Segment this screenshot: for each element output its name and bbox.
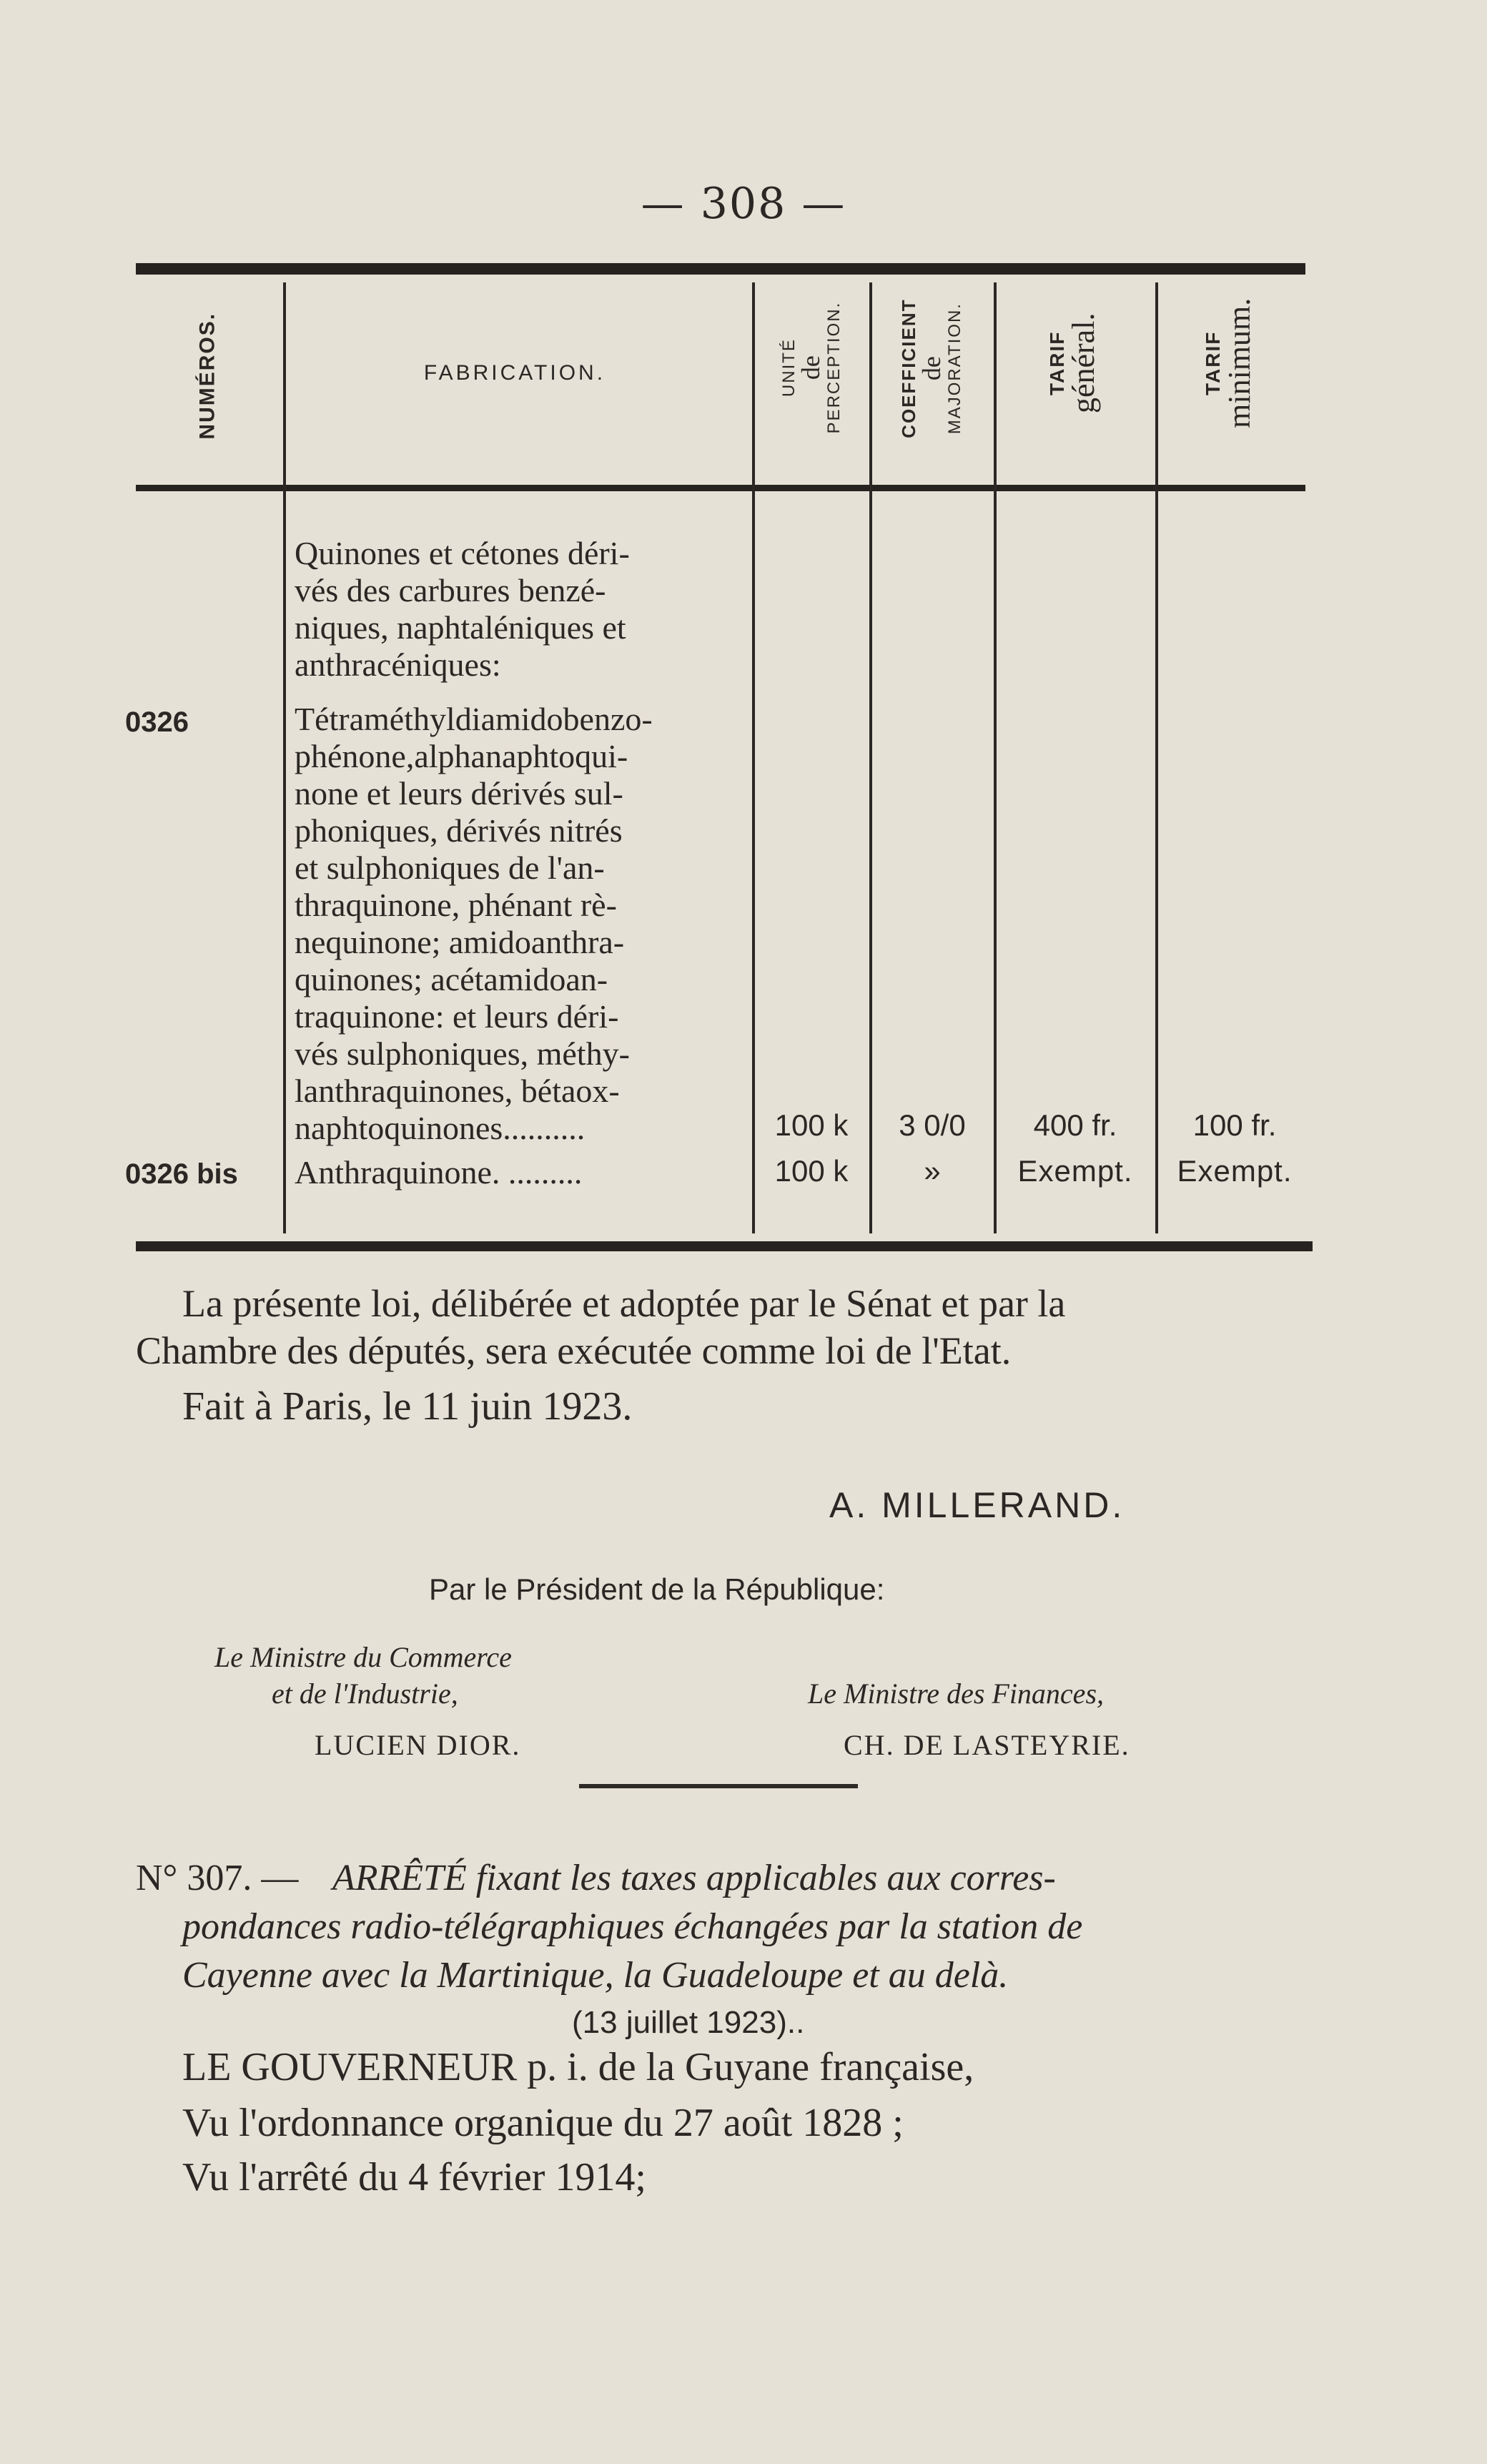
header-numeros: NUMÉROS.	[195, 312, 219, 440]
by-president: Par le Président de la République:	[429, 1572, 885, 1606]
intro-line: niques, naphtaléniques et	[295, 609, 626, 646]
col-sep-5	[1155, 282, 1158, 1233]
minister-commerce-name: LUCIEN DIOR.	[315, 1729, 521, 1761]
col-sep-4	[994, 282, 997, 1233]
row1-line: thraquinone, phénant rè-	[295, 887, 617, 923]
row1-line: nequinone; amidoanthra-	[295, 924, 625, 960]
row2-text: Anthraquinone. .........	[295, 1154, 583, 1191]
row1-tarif-minimum: 100 fr.	[1192, 1108, 1277, 1142]
decree-title-line1: ARRÊTÉ fixant les taxes applicables aux corres-	[332, 1858, 1056, 1898]
row1-line: quinones; acétamidoan-	[295, 961, 608, 997]
row1-tarif-general: 400 fr.	[1033, 1108, 1117, 1142]
header-unite: UNITÉ de PERCEPTION.	[779, 301, 844, 434]
row1-line: traquinone: et leurs déri-	[295, 998, 619, 1035]
table-top-rule	[136, 263, 1305, 275]
row2-tarif-minimum: Exempt.	[1177, 1154, 1293, 1188]
header-coefficient: COEFFICIENT de MAJORATION.	[897, 298, 964, 438]
header-tarif-minimum: TARIF minimum.	[1202, 297, 1258, 428]
header-fabrication: FABRICATION.	[423, 361, 606, 385]
row2-tarif-general: Exempt.	[1017, 1154, 1133, 1188]
decree-vu-2: Vu l'arrêté du 4 février 1914;	[182, 2155, 646, 2199]
row1-coefficient: 3 0/0	[899, 1108, 966, 1142]
row2-coefficient: »	[924, 1154, 941, 1188]
row2-numero	[125, 1158, 238, 1191]
col-sep-1	[283, 282, 286, 1233]
minister-finances-name: CH. DE LASTEYRIE.	[844, 1729, 1130, 1761]
decree-title-line2: pondances radio-télégraphiques échangées par la station de	[182, 1906, 1083, 1947]
table-bottom-rule	[136, 1241, 1313, 1251]
row2-numero-text: 0326 bis	[125, 1158, 238, 1190]
section-divider	[579, 1784, 858, 1788]
decree-gouverneur: LE GOUVERNEUR p. i. de la Guyane française,	[182, 2045, 974, 2089]
row1-numero: 0326	[125, 706, 189, 738]
row1-line: et sulphoniques de l'an-	[295, 849, 605, 886]
signature: A. MILLERAND.	[829, 1485, 1125, 1525]
row1-line: none et leurs dérivés sul-	[295, 775, 623, 812]
row1-line: vés sulphoniques, méthy-	[295, 1035, 630, 1072]
decree-vu-1: Vu l'ordonnance organique du 27 août 1828 ;	[182, 2101, 904, 2145]
col-sep-3	[869, 282, 872, 1233]
minister-commerce-line1: Le Ministre du Commerce	[214, 1641, 512, 1673]
minister-commerce-line2: et de l'Industrie,	[272, 1677, 458, 1710]
row1-line: phénone,alphanaphtoqui-	[295, 738, 628, 774]
table-header-rule	[136, 485, 1305, 491]
intro-line: anthracéniques:	[295, 646, 501, 683]
minister-finances-line: Le Ministre des Finances,	[808, 1677, 1105, 1710]
decree-title-line3: Cayenne avec la Martinique, la Guadeloupe et au delà.	[182, 1955, 1009, 1996]
row1-line: lanthraquinones, bétaox-	[295, 1073, 620, 1109]
closing-para-line1: La présente loi, délibérée et adoptée par le Sénat et par la	[182, 1282, 1066, 1325]
row1-line: Tétraméthyldiamidobenzo-	[295, 701, 653, 737]
header-tarif-general: TARIF général.	[1046, 312, 1102, 414]
closing-para-line2: Chambre des députés, sera exécutée comme loi de l'Etat.	[136, 1329, 1012, 1372]
row1-line: naphtoquinones..........	[295, 1110, 586, 1146]
col-sep-2	[752, 282, 755, 1233]
decree-number: N° 307. —	[136, 1858, 299, 1898]
row2-unite: 100 k	[774, 1154, 849, 1188]
decree-date: (13 juillet 1923)..	[572, 2005, 805, 2040]
row1-line: phoniques, dérivés nitrés	[295, 812, 623, 849]
page-number: — 308 —	[641, 179, 846, 229]
done-at: Fait à Paris, le 11 juin 1923.	[182, 1384, 633, 1429]
row1-unite: 100 k	[774, 1108, 849, 1142]
intro-line: vés des carbures benzé-	[295, 572, 606, 608]
intro-line: Quinones et cétones déri-	[295, 535, 630, 571]
